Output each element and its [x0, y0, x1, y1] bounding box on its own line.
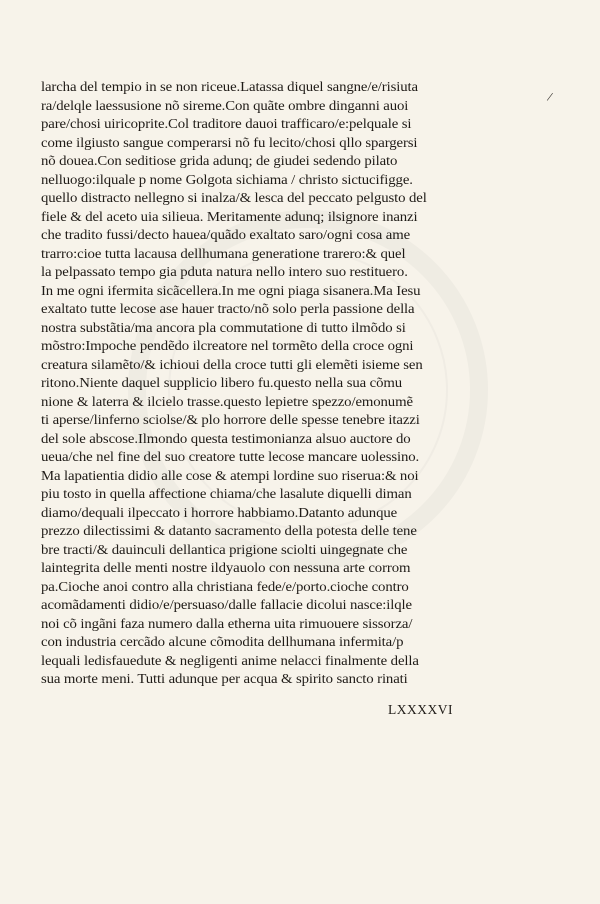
text-line: quello distracto nellegno si inalza/& lesca del peccato pelgusto del	[41, 190, 427, 205]
body-text	[41, 78, 561, 689]
text-line: Ma lapatientia didio alle cose & atempi lordine suo riserua:& noi	[41, 467, 419, 483]
text-line: acomãdamenti didio/e/persuaso/dalle fallacie dicolui nasce:ilqle	[41, 597, 412, 612]
text-line: piu tosto in quella affectione chiama/che lasalute diquelli diman	[41, 486, 412, 501]
text-line: che tradito fussi/decto haueа/quãdo exaltato saro/ogni cosa ame	[41, 227, 411, 242]
text-line: mõstro:Impoche pendẽdo ilcreatore nel tormẽto della croce ogni	[41, 338, 414, 353]
text-line: pare/chosi uiricoprite.Col traditore dauoi trafficaro/e:pelquale si	[41, 116, 412, 131]
text-line: ra/delqle laessusione nõ sireme.Con quãte ombre dinganni auoi	[41, 97, 409, 113]
text-line: trarro:cioe tutta lacausa dellhumana generatione trarero:& quel	[41, 245, 406, 261]
text-line: fiele & del aceto uia silieua. Meritamente adunq; ilsignore inanzi	[41, 208, 418, 224]
text-line: nõ douea.Con seditiose grida adunq; de giudei sedendo pilato	[41, 153, 398, 168]
text-line: ti aperse/linferno sciolse/& plo horrore delle spesse tenebre itazzi	[41, 412, 420, 427]
text-line: bre tracti/& dauinculi dellantica prigione sciolti uingegnate che	[41, 541, 408, 557]
text-line: la pelpassato tempo gia pduta natura nello intero suo restituero.	[41, 264, 408, 279]
text-line: lequali ledisfauedute & negligenti anime nelacci finalmente della	[41, 652, 419, 668]
text-line: larcha del tempio in se non riceue.Latassa diquel sangne/e/risiuta	[41, 79, 418, 94]
text-line: creatura silamẽto/& ichioui della croce tutti gli elemẽti isieme sen	[41, 356, 423, 372]
text-line: nione & laterra & ilcielo trasse.questo lepietre spezzo/emonumẽ	[41, 393, 413, 409]
text-line: prezzo dilectissimi & datanto sacramento della potesta delle tene	[41, 523, 417, 538]
text-line: del sole abscose.Ilmondo questa testimonianza alsuo auctore do	[41, 430, 411, 446]
text-line: laintegrita delle menti nostre ildyauolo con nessuna arte corrom	[41, 560, 411, 575]
text-line: exaltato tutte lecose ase hauer tracto/nõ solo perla passione della	[41, 301, 415, 316]
text-line: pa.Cioche anoi contro alla christiana fede/e/porto.cioche contro	[41, 578, 409, 594]
text-line: nelluogo:ilquale p nome Golgota sichiama / christo sictucifigge.	[41, 171, 413, 187]
text-line: noi cõ ingãni faza numero dalla etherna uita rimuouere sissorza/	[41, 615, 413, 631]
text-line: nostra substãtia/ma ancora pla commutatione di tutto ilmõdo si	[41, 319, 406, 335]
margin-mark: /	[545, 88, 555, 105]
text-line: come ilgiusto sangue comperarsi nõ fu lecito/chosi qllo spargersi	[41, 134, 418, 150]
text-line: In me ogni ifermita sicãcellera.In me ogni piaga sisanera.Ma Iesu	[41, 282, 421, 298]
text-line: ueua/che nel fine del suo creatore tutte lecose mancare uolessino.	[41, 449, 420, 464]
text-line: diamo/dequali ilpeccato i horrore habbiamo.Datanto adunque	[41, 504, 398, 520]
text-line: sua morte meni. Tutti adunque per acqua & spirito sancto rinati	[41, 671, 408, 686]
text-line: con industria cercãdo alcune cõmodita dellhumana infermita/p	[41, 634, 404, 649]
folio-number: LXXXXVI	[388, 702, 453, 717]
text-line: ritono.Niente daquel supplicio libero fu.questo nella sua cõmu	[41, 375, 402, 390]
